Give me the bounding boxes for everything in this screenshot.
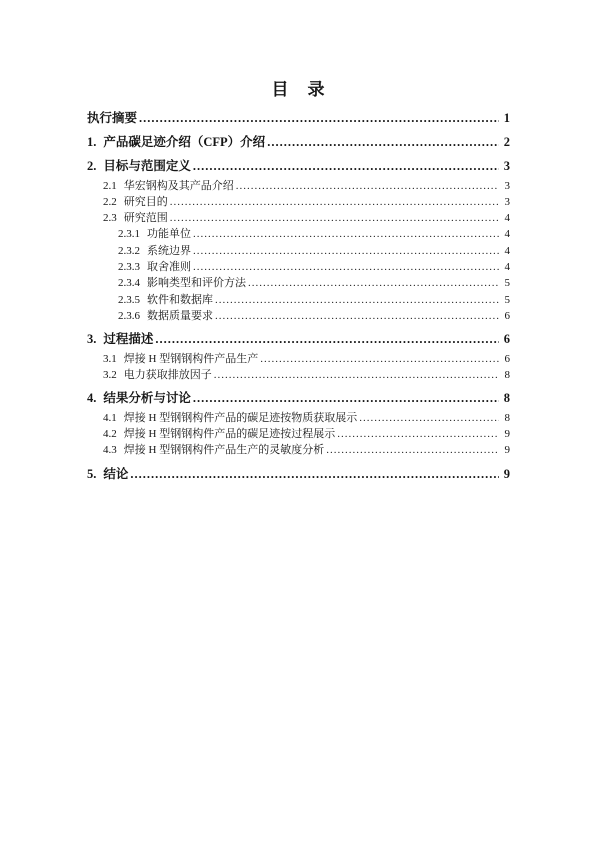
toc-entry	[87, 194, 510, 210]
entry-number: 4.1	[103, 411, 117, 424]
entry-number: 2.3.3	[118, 260, 140, 273]
leader-dots	[215, 292, 499, 308]
entry-label: 结果分析与讨论	[103, 391, 191, 406]
entry-page-number: 8	[504, 368, 510, 381]
entry-label: 软件和数据库	[147, 293, 213, 306]
toc-title: 目 录	[271, 80, 326, 99]
entry-label: 华宏钢构及其产品介绍	[123, 179, 234, 192]
toc-list	[87, 110, 510, 483]
toc-entry	[87, 426, 510, 442]
entry-number: 2.1	[103, 179, 117, 192]
entry-label: 焊接 H 型钢钢构件产品的碳足迹按物质获取展示	[123, 411, 358, 424]
entry-page-number: 2	[503, 135, 510, 149]
entry-number: 2.3.2	[118, 244, 140, 257]
entry-page-number: 1	[503, 111, 510, 125]
entry-label: 产品碳足迹介绍（CFP）介绍	[103, 135, 266, 149]
leader-dots	[248, 275, 499, 291]
entry-label: 电力获取排放因子	[123, 368, 212, 381]
entry-label: 执行摘要	[87, 111, 138, 125]
leader-dots	[337, 426, 499, 442]
leader-dots	[193, 226, 499, 242]
entry-page-number: 5	[504, 293, 510, 306]
entry-number: 4.3	[103, 444, 117, 457]
entry-number: 3.1	[103, 352, 117, 365]
entry-number: 2.3.5	[118, 293, 140, 306]
entry-page-number: 4	[504, 260, 510, 273]
leader-dots	[193, 390, 499, 407]
leader-dots	[139, 110, 499, 127]
entry-number: 2.3.6	[118, 309, 140, 322]
entry-number: 1.	[87, 135, 97, 149]
leader-dots	[170, 210, 499, 226]
entry-number: 2.3	[103, 212, 117, 225]
leader-dots	[130, 466, 499, 483]
leader-dots	[170, 194, 499, 210]
toc-entry	[87, 259, 510, 275]
leader-dots	[236, 178, 499, 194]
entry-number: 4.	[87, 391, 97, 406]
leader-dots	[215, 308, 499, 324]
entry-number: 4.2	[103, 428, 117, 441]
leader-dots	[193, 259, 499, 275]
leader-dots	[193, 158, 499, 175]
entry-page-number: 4	[504, 244, 510, 257]
entry-label: 焊接 H 型钢钢构件产品生产的灵敏度分析	[123, 444, 325, 457]
entry-page-number: 9	[504, 444, 510, 457]
toc-entry	[87, 292, 510, 308]
entry-page-number: 3	[504, 195, 510, 208]
toc-entry	[87, 210, 510, 226]
entry-label: 数据质量要求	[147, 309, 213, 322]
entry-label: 焊接 H 型钢钢构件产品的碳足迹按过程展示	[123, 428, 336, 441]
entry-number: 2.3.1	[118, 228, 140, 241]
entry-label: 焊接 H 型钢钢构件产品生产	[123, 352, 259, 365]
entry-page-number: 8	[503, 391, 510, 406]
entry-page-number: 6	[504, 352, 510, 365]
entry-number: 3.	[87, 332, 97, 347]
entry-label: 取舍准则	[147, 260, 191, 273]
entry-page-number: 6	[504, 309, 510, 322]
entry-label: 系统边界	[147, 244, 191, 257]
entry-label: 影响类型和评价方法	[147, 277, 246, 290]
toc-entry	[87, 275, 510, 291]
entry-label: 功能单位	[147, 228, 191, 241]
toc-entry	[87, 110, 510, 127]
entry-label: 结论	[103, 466, 129, 481]
toc-entry	[87, 178, 510, 194]
entry-page-number: 3	[503, 159, 510, 173]
entry-page-number: 9	[504, 428, 510, 441]
entry-page-number: 6	[503, 332, 510, 347]
entry-number: 2.	[87, 159, 97, 173]
entry-page-number: 8	[504, 411, 510, 424]
entry-label: 研究范围	[123, 212, 168, 225]
entry-page-number: 3	[504, 179, 510, 192]
entry-number: 2.2	[103, 195, 117, 208]
toc-entry	[87, 367, 510, 383]
entry-number: 5.	[87, 466, 97, 481]
entry-number: 3.2	[103, 368, 117, 381]
leader-dots	[359, 410, 499, 426]
leader-dots	[214, 367, 499, 383]
toc-entry	[87, 442, 510, 458]
toc-entry	[87, 226, 510, 242]
leader-dots	[260, 351, 499, 367]
entry-page-number: 4	[504, 212, 510, 225]
toc-entry	[87, 243, 510, 259]
toc-entry	[87, 134, 510, 151]
leader-dots	[155, 331, 499, 348]
toc-entry	[87, 466, 510, 483]
entry-page-number: 5	[504, 277, 510, 290]
entry-page-number: 4	[504, 228, 510, 241]
leader-dots	[267, 134, 499, 151]
entry-page-number: 9	[503, 466, 510, 481]
entry-label: 研究目的	[123, 195, 168, 208]
toc-entry	[87, 308, 510, 324]
leader-dots	[326, 442, 499, 458]
toc-entry	[87, 410, 510, 426]
toc-entry	[87, 331, 510, 348]
toc-entry	[87, 351, 510, 367]
entry-number: 2.3.4	[118, 277, 140, 290]
entry-label: 过程描述	[103, 332, 154, 347]
toc-entry	[87, 158, 510, 175]
leader-dots	[193, 243, 499, 259]
toc-entry	[87, 390, 510, 407]
entry-label: 目标与范围定义	[103, 159, 191, 173]
